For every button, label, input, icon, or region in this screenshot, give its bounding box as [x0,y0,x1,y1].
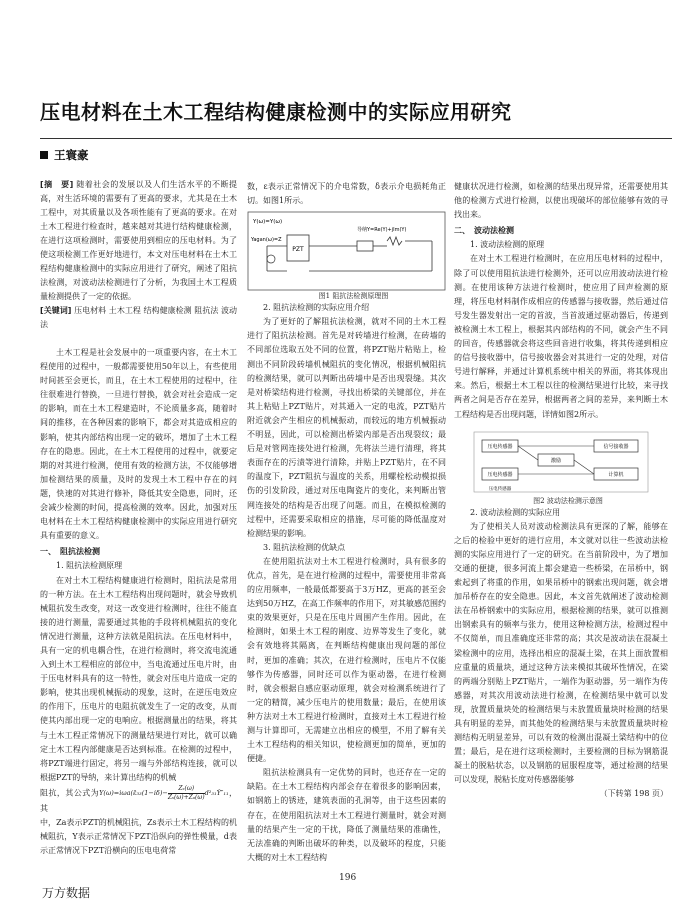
keywords [40,304,237,332]
subsection-1-2-heading: 2. 阻抗法检测的实际应用介绍 [263,303,370,313]
formula-denominator: Zₛ(ω)+Zₐ(ω) [167,793,205,801]
figure-1 [247,211,446,291]
figure-1-diagram [247,211,446,291]
fig2-box-d: 压电传感器 [488,486,512,492]
abstract-text: 随着社会的发展以及人们生活水平的不断提高，对生活环境的需要有了更高的要求，尤其是在土木工程中，对其质量以及各项性能有了更高的要求。在对土木工程进行检查时，越来越对其进行结构健康检测，在进行这项检测时，需要使用到相应的压电材料。为了使这项检测工作更好地进行，本文对压电材料在土木工程结构健康检测中的实际应用进行了研究，阐述了阻抗法检测，对波动法检测进行了分析，为我国土木工程质量检测提供了一定的依据。 [40,180,237,301]
paragraph-continuation: 健康状况进行检测，如检测的结果出现异常，还需要使用其他的检测方式进行检测，以使出现破坏的部位能够有效的寻找出来。 [454,182,668,220]
formula-rhs: d²₃₁Ŷ″₁₁ [204,789,229,798]
fig1-fra-label: Yagan(ω)=Z [251,237,282,244]
formula-line [40,785,237,816]
formula-fraction [168,785,205,802]
fig1-structure-label: 导纳Y=Re(Y)+jIm(Y) [357,227,407,234]
author-name: 王寰豪 [54,148,89,162]
fig1-zin-label: Y(ω)=Y(ω) [253,219,283,226]
section-1-heading: 一、 阻抗法检测 [40,547,100,557]
fig2-box-b: 激励 [550,457,562,464]
formula-numerator: Zₛ(ω) [168,785,205,794]
figure-2-diagram [454,428,668,496]
paragraph-impedance-pros: 在使用阻抗法对土木工程进行检测时，具有很多的优点，首先，是在进行检测的过程中，需要使用非常高的应用频率，一般最低都要高于3万HZ，更高的甚至会达到50万HZ，在高工作频率的作用下，对其敏感范围约束的效果更好，只是在压电片周围产生作用。因此，在检测时，如果土木工程的刚度、边界等发生了变化，就会有效地将其隔离，在判断结构健康出现问题的部位时，更加的准确；其次，在进行检测时，压电片不仅能够作为传感器，同时还可以作为驱动器，在进行检测时，就会根据自感应驱动原理，就会对检测系统进行了一定的精简，减少压电片的使用数量；最后，在使用该种方法对土木工程进行检测时，直接对土木工程进行检测与计算即可，无需建立出相应的模型，不用了解有关土木工程结构的相关知识，使检测更加的简单，更加的便捷。 [247,556,446,764]
page-number: 196 [339,873,357,883]
figure-2 [454,428,668,496]
paragraph-impedance-principle: 在对土木工程结构健康进行检测时，阻抗法是常用的一种方法。在土木工程结构出现问题时，就会导致机械阻抗发生改变，对这一改变进行检测时，往往不能直接的进行测量，需要通过其他的手段将机械阻抗的变化情况进行测量，这种方法就是阻抗法。在压电材料中，具有一定的机电耦合性，在进行检测时，将交流电流通入到土木工程相应的部位中，当电流通过压电片时，由于压电材料具有的这一特性，就会对压电片造成一定的影响，使其出现机械振动的现象，这时，在逆压电效应的作用下，压电片的电阻抗就发生了一定的改变，从而使其内部出现一定的电响应。根据测量出的结果，将其与土木工程正常情况下的测量结果进行对比，就可以确定土木工程内部健康是否达到标准。在检测的过程中，将PZT端进行固定，将另一端与外部结构连接，就可以根据PZT的导纳，来计算出结构的机械 [40,575,237,782]
abstract-label: [摘 要] [40,180,74,189]
paragraph-dielectric: 数，ε表示正常情况下的介电常数，δ表示介电损耗角正切。如图1所示。 [247,182,446,206]
formula-lhs: Y(ω)=iωa(ε̄₃₃(1−iδ)− [99,789,168,798]
formula-suffix: ，其 [40,788,238,813]
paragraph-formula-explain: 中，Za表示PZT的机械阻抗，Zs表示土木工程结构的机械阻抗，Y表示正常情况下PZT沿纵向的弹性模量，d表示正常情况下PZT沿横向的压电电荷常 [40,818,237,856]
fig2-box-f: 计算机 [608,471,624,478]
figure-2-caption: 图2 波动法检测示意图 [533,496,603,505]
section-2-heading: 二、 波动法检测 [454,226,514,236]
square-bullet-icon [40,151,48,159]
article-title: 压电材料在土木工程结构健康检测中的实际应用研究 [40,100,512,124]
abstract [40,178,237,304]
continued-note: （下转第 198 页） [599,789,668,799]
keywords-text: 压电材料 土木工程 结构健康检测 阻抗法 波动法 [40,306,238,329]
paragraph-impedance-application: 为了更好的了解阻抗法检测，就对不同的土木工程进行了阻抗法检测。首先是对砖墙进行检测，在砖墙的不同部位选取五处不同的位置，将PZT贴片粘贴上，检测出不同阶段砖墙机械阻抗的变化情况，根据机械阻抗的检测结果，就可以判断出砖墙中是否出现裂缝。其次是对桥梁结构进行检测，寻找出桥梁的关键部位，并在其上粘贴上PZT贴片，对其通入一定的电流，PZT贴片附近就会产生相应的机械振动，而较远的地方机械振动不明显，因此，可以检测出桥梁内部是否出现裂纹；最后是对管网连接处进行检测，先将法兰进行清理，将其表面存在的污渍等进行清除，并贴上PZT贴片，在不同的温度下，PZT阻抗与温度的关系，用螺栓松动模拟损伤的引发阶段，通过对压电陶瓷片的变化，来判断出管网连接处的结构是否出现了问题。而且，在模拟检测的过程中，还需要采取相应的措施，尽可能的降低温度对检测结果的影响。 [247,317,446,538]
fig1-pzt-label: PZT [292,246,304,254]
column-1 [40,178,237,858]
fig2-box-a: 压电传感器 [487,443,513,450]
keywords-label: [关键词] [40,306,72,315]
wanfang-logo: 万方数据 [42,886,91,900]
author-line [40,147,89,163]
fig2-box-c: 压电传感器 [487,471,513,478]
subsection-2-2-heading: 2. 波动法检测的实际应用 [470,507,561,517]
formula [99,784,229,801]
paragraph-impedance-cons: 阻抗法检测具有一定优势的同时，也还存在一定的缺陷。在土木工程结构内部会存在着很多的影响因素，如钢筋上的锈迹，建筑表面的孔洞等，由于这些因素的存在，在使用阻抗法对土木工程进行测量时，就会对测量的结果产生一定的干扰，降低了测量结果的准确性，无法准确的判断出破坏的种类，以及破坏的程度，只能大概的对土木工程结构 [247,768,446,862]
title-rule [40,138,672,139]
paragraph-wave-application: 为了使相关人员对波动检测法具有更深的了解，能够在之后的检验中更好的进行应用，本文就对以往一些波动法检测的实际应用进行了一定的研究。在当前阶段中，为了增加交通的便捷，很多河流上都会建造一些桥梁，在吊桥中，钢索起到了将重的作用，如果吊桥中的钢索出现问题，就会增加吊桥存在的安全隐患。因此，本文首先就阐述了波动检测法在吊桥钢索中的实际应用，根据检测的结果，就可以推测出钢索具有的频率与张力，使用这种检测方法，检测过程中不仅简单，而且准确度还非常的高；其次是波动法在混凝土梁检测中的应用，选择出相应的混凝土梁，在其上面放置相应重量的质量块，通过这种方法来模拟其破坏性情况，在梁的两端分别贴上PZT贴片，一端作为驱动器，另一端作为传感器，对其次用波动法进行检测，在检测结果中就可以发现，放置质量块处的检测结果与未放置质量块时检测的结果具有明显的差异，而其他处的检测结果与未放置质量块时检测结构无明显差异，可以有效的检测出混凝土梁结构中的位置；最后，是在进行这项检测时，主要检测的目标为钢筋混凝土的脱粘状态，以及钢筋的屈服程度等，通过检测的结果可以发现，脱粘长度对传感器能够 [454,521,668,785]
subsection-1-3-heading: 3. 阻抗法检测的优缺点 [263,542,346,552]
fig2-box-e: 信号接收器 [603,443,629,450]
figure-1-caption: 图1 阻抗法检测原理图 [318,292,389,301]
column-2 [247,180,446,865]
formula-prefix: 阻抗，其公式为 [40,788,100,798]
subsection-1-1-heading: 1. 阻抗法检测原理 [56,561,123,571]
subsection-2-1-heading: 1. 波动法检测的原理 [470,240,545,250]
paragraph-wave-principle: 在对土木工程进行检测时，在应用压电材料的过程中，除了可以使用阻抗法进行检测外，还可以应用波动法进行检测。在使用该种方法进行检测时，使应用了回声检测的原理，将压电材料制作成相应的传感器与接收器，然后通过信号发生器发射出一定的首波，当首波通过驱动器后，传递到被检测土木工程上，根据其内部结构的不同，就会产生不同的回音，传感器就会将这些回音进行收集，将其传递到相应的信号接收器中，信号接收器会对其进行一定的处理，对信号进行解释，并通过计算机系统中相关的界面，将其体现出来。然后，根据土木工程以往的检测结果进行比较，来寻找两者之间是否存在差异，根据两者之间的差异，来判断土木工程结构是否出现问题，详情如图2所示。 [454,254,668,419]
intro-paragraph: 土木工程是社会发展中的一项重要内容，在土木工程使用的过程中，一般都需要使用50年以上，有些使用时间甚至会更长，而且，在土木工程使用的过程中，往往很难进行替换，一旦进行替换，就会对社会造成一定的影响，而在土木工程建造时，不论质量多高，随着时间的推移，在各种因素的影响下，都会对其造成相应的影响，使其内部结构出现一定的破坏，增加了土木工程存在的隐患。因此，在土木工程使用的过程中，就要定期的对其进行检测，使用有效的检测方法，不仅能够增加检测结果的质量，及时的发现土木工程中存在的问题，快速的对其进行修补，降低其安全隐患，同时，还会减少检测的时间，提高检测的效率。因此，加强对压电材料在土木工程结构健康检测中的实际应用进行研究具有重要的意义。 [40,348,237,541]
column-3 [454,180,668,802]
